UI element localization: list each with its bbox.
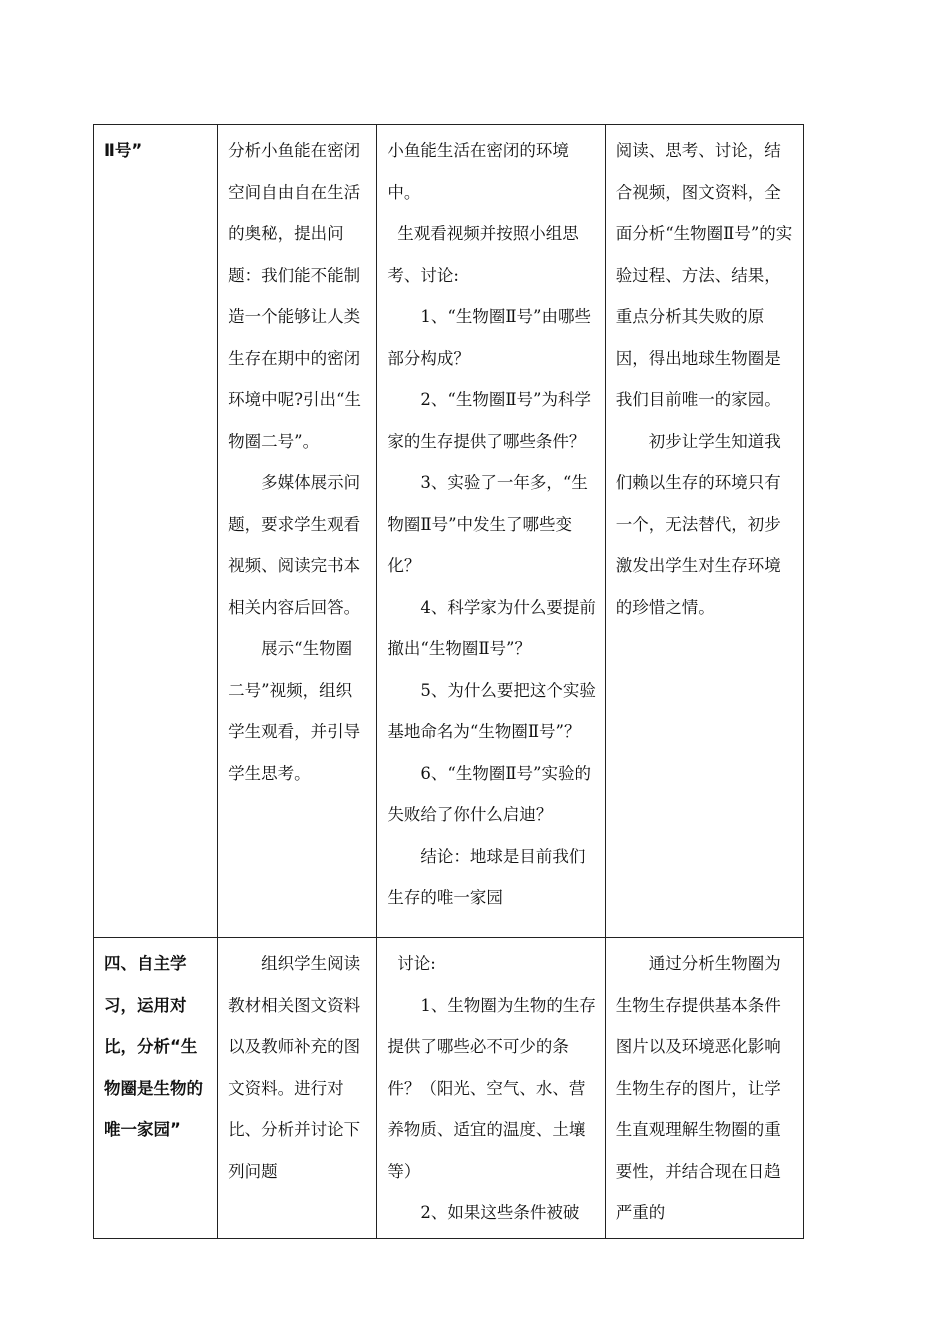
student-activity-cell — [377, 938, 605, 1239]
question-item: 2、“生物圈Ⅱ号”为科学家的生存提供了哪些条件？ — [387, 390, 591, 451]
question-item: 6、“生物圈Ⅱ号”实验的失败给了你什么启迪？ — [387, 763, 591, 824]
table-row — [94, 938, 804, 1239]
design-intent-paragraph: 阅读、思考、讨论，结合视频，图文资料，全面分析“生物圈Ⅱ号”的实验过程、方法、结果，重点分析其失败的原因，得出地球生物圈是我们目前唯一的家园。 — [615, 141, 793, 409]
design-intent-paragraph: 通过分析生物圈为生物生存提供基本条件图片以及环境恶化影响生物生存的图片，让学生直观理解生物圈的重要性，并结合现在日趋严重的 — [615, 954, 781, 1222]
teacher-activity-paragraph: 组织学生阅读教材相关图文资料以及教师补充的图文资料。进行对比、分析并讨论下列问题 — [228, 954, 361, 1181]
table-row — [94, 125, 804, 938]
lesson-plan-table — [93, 124, 804, 1239]
question-item: 1、“生物圈Ⅱ号”由哪些部分构成？ — [387, 307, 591, 368]
design-intent-paragraph: 初步让学生知道我们赖以生存的环境只有一个，无法替代，初步激发出学生对生存环境的珍惜之情。 — [615, 431, 781, 617]
student-activity-paragraph: 讨论: — [397, 954, 436, 973]
teacher-activity-paragraph: 分析小鱼能在密闭空间自由自在生活的奥秘，提出问题：我们能不能制造一个能够让人类生存在期中的密闭环境中呢?引出“生物圈二号”。 — [228, 141, 361, 451]
design-intent-cell — [605, 125, 803, 938]
teacher-activity-paragraph: 展示“生物圈二号”视频，组织学生观看，并引导学生思考。 — [228, 639, 361, 783]
design-intent-cell — [605, 938, 803, 1239]
teacher-activity-cell — [218, 125, 377, 938]
question-item: 4、科学家为什么要提前撤出“生物圈Ⅱ号”？ — [387, 597, 596, 658]
stage-title: Ⅱ号” — [104, 141, 143, 160]
teacher-activity-paragraph: 多媒体展示问题，要求学生观看视频、阅读完书本相关内容后回答。 — [228, 473, 361, 617]
stage-cell — [94, 125, 218, 938]
question-item: 1、生物圈为生物的生存提供了哪些必不可少的条件？（阳光、空气、水、营养物质、适宜的温度、土壤等） — [387, 995, 596, 1181]
conclusion-text: 结论：地球是目前我们生存的唯一家园 — [387, 846, 586, 907]
question-item: 5、为什么要把这个实验基地命名为“生物圈Ⅱ号”？ — [387, 680, 596, 741]
question-item: 3、实验了一年多，“生物圈Ⅱ号”中发生了哪些变化？ — [387, 473, 588, 575]
question-item: 2、如果这些条件被破 — [420, 1203, 580, 1222]
teacher-activity-cell — [218, 938, 377, 1239]
student-activity-paragraph: 小鱼能生活在密闭的环境中。 — [387, 141, 569, 202]
student-activity-paragraph: 生观看视频并按照小组思考、讨论: — [387, 224, 579, 285]
stage-cell — [94, 938, 218, 1239]
student-activity-cell — [377, 125, 605, 938]
stage-title: 四、自主学习，运用对比，分析“生物圈是生物的唯一家园” — [104, 954, 203, 1139]
